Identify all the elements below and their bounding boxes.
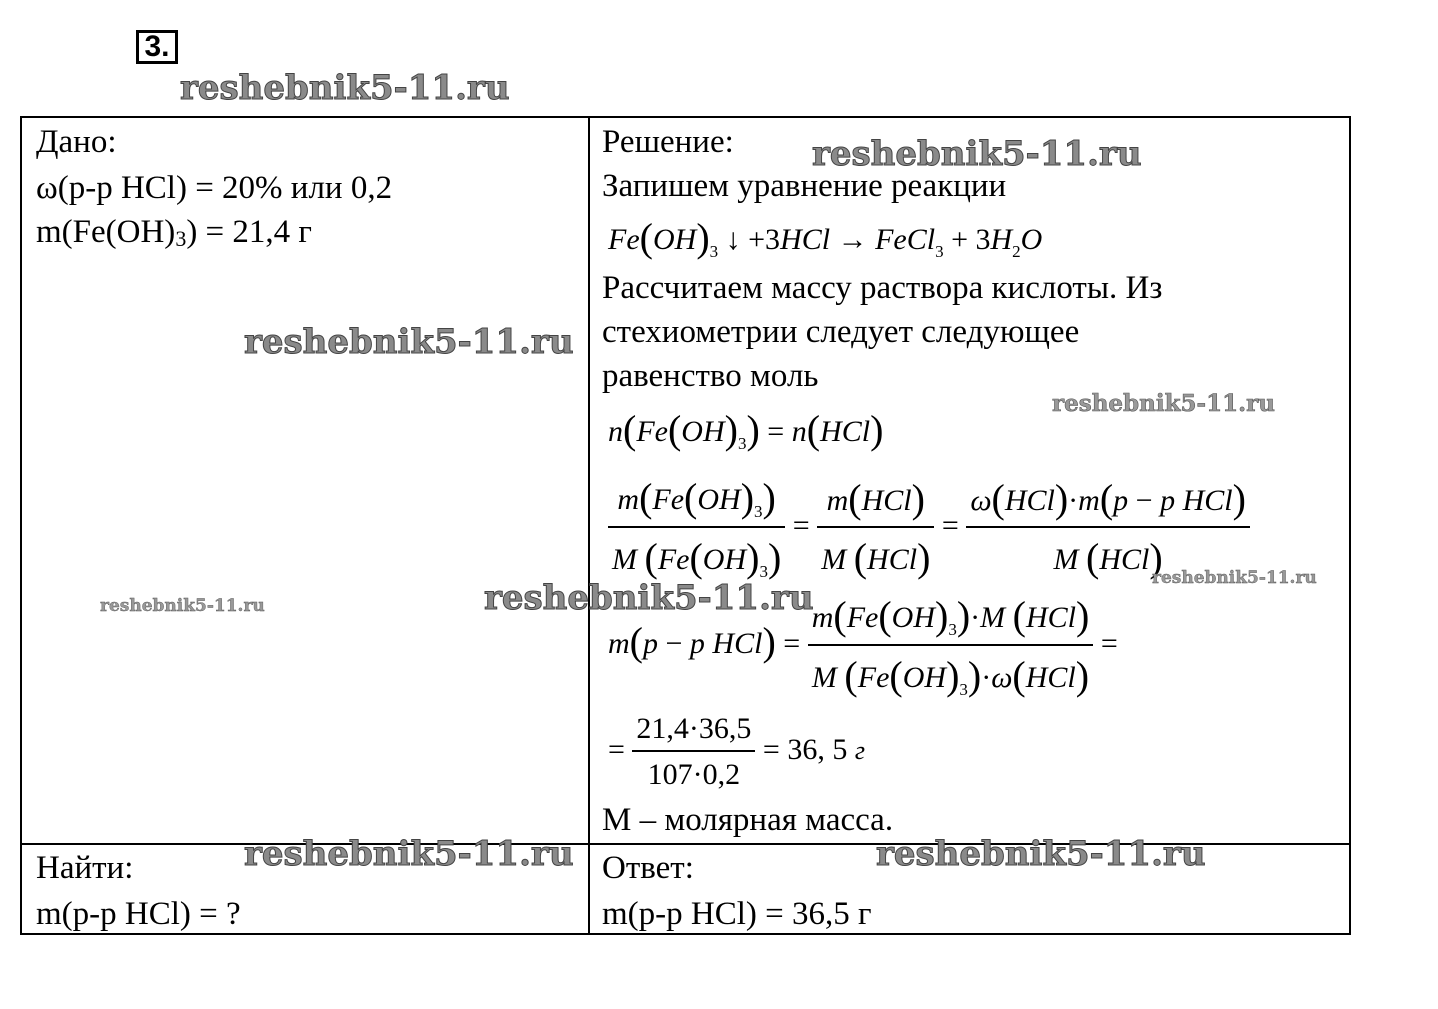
solution-intro: Запишем уравнение реакции bbox=[602, 168, 1007, 204]
given-line-1: ω(р-р HCl) = 20% или 0,2 bbox=[36, 170, 393, 206]
reaction-equation: $Fe(OH)_3$ ↓ +3HCl → FeCl$_3$ + $3H_2O$ bbox=[608, 215, 1043, 261]
calc-numerator: 21,4·36,5 bbox=[632, 712, 755, 752]
watermark: reshebnik5-11.ru bbox=[812, 134, 1142, 174]
watermark: reshebnik5-11.ru bbox=[1152, 568, 1317, 588]
problem-table bbox=[20, 116, 1351, 935]
solution-paragraph-1: Рассчитаем массу раствора кислоты. Из bbox=[602, 270, 1163, 306]
watermark: reshebnik5-11.ru bbox=[1052, 390, 1275, 417]
watermark: reshebnik5-11.ru bbox=[100, 596, 265, 616]
watermark: reshebnik5-11.ru bbox=[484, 578, 814, 618]
answer-header: Ответ: bbox=[602, 850, 694, 886]
row-divider bbox=[22, 843, 1349, 845]
watermark: reshebnik5-11.ru bbox=[244, 834, 574, 874]
mass-equation: m(p − p HCl) = $\frac{m(Fe(OH)_3)\cdot M (HCl)}{M (Fe(OH)_3)\cdot\omega(HCl)}$ = bbox=[608, 593, 1118, 699]
given-line-2: m(Fe(OH)3) = 21,4 г bbox=[36, 214, 312, 251]
answer-line-1: m(р-р HCl) = 36,5 г bbox=[602, 896, 872, 932]
solution-header: Решение: bbox=[602, 124, 734, 160]
watermark: reshebnik5-11.ru bbox=[180, 68, 510, 108]
find-line-1: m(р-р HCl) = ? bbox=[36, 896, 241, 932]
solution-paragraph-2: стехиометрии следует следующее bbox=[602, 314, 1080, 350]
given-header: Дано: bbox=[36, 124, 117, 160]
calc-denominator: 107·0,2 bbox=[647, 758, 741, 791]
watermark: reshebnik5-11.ru bbox=[244, 322, 574, 362]
moles-equation: $n(Fe(OH)_3) = n(HCl)$ bbox=[608, 407, 884, 453]
column-divider bbox=[588, 118, 590, 933]
ratio-equation: $\frac{m(Fe(OH)_3)}{M (Fe(OH)_3)}$ = $\frac{\text{m(HCl)}}{\text{M (HCl)}}$ = $\frac{\text{ω(HCl)·m(p − p HCl)}}{\text{M (HCl)}}$ bbox=[608, 474, 1250, 582]
molar-mass-note: M – молярная масса. bbox=[602, 802, 894, 838]
task-number: 3. bbox=[136, 30, 178, 64]
watermark: reshebnik5-11.ru bbox=[876, 834, 1206, 874]
solution-paragraph-3: равенство моль bbox=[602, 358, 819, 394]
calc-equation: = $\frac{21,4\cdot 36,5}{107\cdot 0,2}$ = 36, 5 г bbox=[608, 712, 865, 791]
find-header: Найти: bbox=[36, 850, 134, 886]
